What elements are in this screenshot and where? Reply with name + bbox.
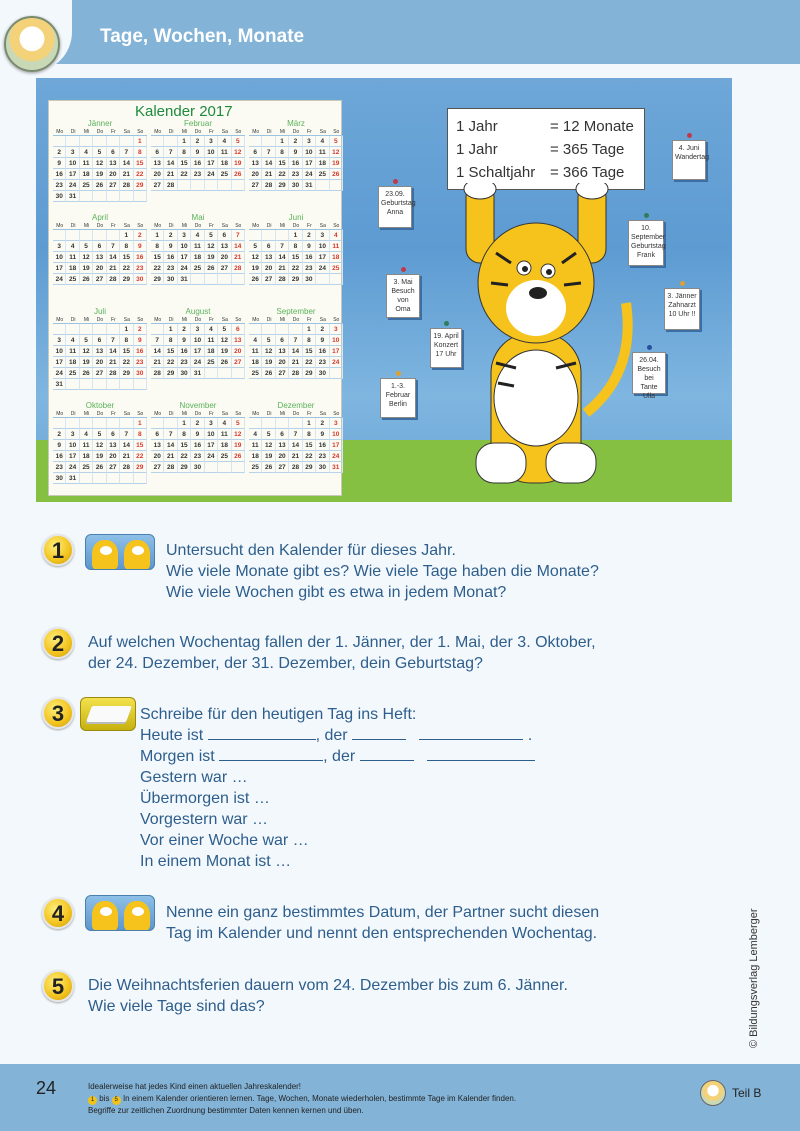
week-row: 23 24 25 26 27 28 29 (53, 462, 147, 473)
week-row: 1 2 3 (249, 324, 343, 335)
month-name: Oktober (85, 401, 115, 410)
wall-calendar-2017 (48, 100, 342, 496)
note-4-juni: 4. Juni Wandertag (672, 140, 706, 180)
weekday-header: Mo Di Mi Do Fr Sa So (249, 223, 343, 230)
weekday-header: Mo Di Mi Do Fr Sa So (249, 411, 343, 418)
week-row: 27 28 29 30 (151, 462, 245, 473)
calendar-illustration (36, 78, 732, 502)
week-row: 10 11 12 13 14 15 16 (53, 252, 147, 263)
week-row: 1 (53, 136, 147, 147)
note-26-04: 26.04. Besuch bei Tante Ulla (632, 352, 666, 394)
weekday-header: Mo Di Mi Do Fr Sa So (151, 129, 245, 136)
note-19-april: 19. April Konzert 17 Uhr (430, 328, 462, 368)
week-row: 19 20 21 22 23 24 25 (249, 263, 343, 274)
week-row: 20 21 22 23 24 25 26 (151, 451, 245, 462)
fill-line-tomorrow: Morgen ist , der (140, 746, 535, 767)
week-row: 20 21 22 23 24 25 26 (249, 169, 343, 180)
note-10-september: 10. September Geburtstag Frank (628, 220, 664, 266)
calendar-month (151, 307, 245, 399)
calendar-month (53, 307, 147, 399)
week-row: 3 4 5 6 7 8 9 (53, 335, 147, 346)
week-row: 1 2 3 4 5 (151, 418, 245, 429)
week-row: 1 2 (53, 324, 147, 335)
blank-month[interactable] (427, 760, 535, 761)
tiger-character-icon (436, 183, 636, 493)
week-row: 6 7 8 9 10 11 12 (151, 147, 245, 158)
task-2-number-badge: 2 (42, 627, 74, 659)
blank-weekday[interactable] (208, 739, 316, 740)
week-row: 6 7 8 9 10 11 12 (249, 147, 343, 158)
tiger-logo-icon (4, 16, 60, 72)
tiger-part-icon (700, 1080, 726, 1106)
month-name: Juli (93, 307, 106, 316)
weekday-header: Mo Di Mi Do Fr Sa So (53, 223, 147, 230)
task-1-number-badge: 1 (42, 534, 74, 566)
calendar-month (249, 401, 343, 493)
week-row: 2 3 4 5 6 7 8 (53, 429, 147, 440)
calendar-title: Kalender 2017 (135, 103, 233, 120)
week-row: 6 7 8 9 10 11 12 (151, 429, 245, 440)
week-row: 20 21 22 23 24 25 26 (151, 169, 245, 180)
week-row: 29 30 31 (151, 274, 245, 285)
sign-row: 1 Jahr = 12 Monate (456, 118, 634, 135)
week-row: 1 2 3 4 5 6 (151, 324, 245, 335)
week-row: 11 12 13 14 15 16 17 (249, 346, 343, 357)
part-label: Teil B (732, 1086, 762, 1100)
calendar-months-grid (53, 119, 343, 493)
calendar-month (249, 119, 343, 211)
week-row: 18 19 20 21 22 23 24 (249, 357, 343, 368)
week-row: 25 26 27 28 29 30 (249, 368, 343, 379)
blank-day[interactable] (360, 760, 414, 761)
teacher-notes: Idealerweise hat jedes Kind einen aktuellen Jahreskalender! 1 bis 5 In einem Kalender orientieren lernen. Tage, Wochen, Monate wiederholen, bestimmte Tage im Kalender finden. Begriffe zur zeitlichen Zuordnung bestimmter Daten kennen kernen und üben. (88, 1082, 517, 1115)
month-name: November (179, 401, 217, 410)
week-row: 1 2 (53, 230, 147, 241)
calendar-month (53, 213, 147, 305)
week-row: 4 5 6 7 8 9 10 (249, 335, 343, 346)
week-row: 13 14 15 16 17 18 19 (151, 440, 245, 451)
week-row: 17 18 19 20 21 22 23 (53, 263, 147, 274)
month-name: Juni (288, 213, 304, 222)
page-number: 24 (36, 1078, 57, 1098)
week-row: 13 14 15 16 17 18 19 (151, 158, 245, 169)
copyright-notice: © Bildungsverlag Lemberger (748, 908, 760, 1048)
week-row: 1 (53, 418, 147, 429)
week-row: 16 17 18 19 20 21 22 (53, 451, 147, 462)
month-name: Mai (191, 213, 205, 222)
week-row: 1 2 3 4 5 (249, 136, 343, 147)
week-row: 9 10 11 12 13 14 15 (53, 158, 147, 169)
week-row: 28 29 30 31 (151, 368, 245, 379)
page-title: Tage, Wochen, Monate (100, 26, 305, 47)
weekday-header: Mo Di Mi Do Fr Sa So (249, 317, 343, 324)
blank-day[interactable] (352, 739, 406, 740)
fill-line-today: Heute ist , der . (140, 727, 533, 744)
note-3-janner: 3. Jänner Zahnarzt 10 Uhr !! (664, 288, 700, 330)
task-5-number-badge: 5 (42, 970, 74, 1002)
week-row: 26 27 28 29 30 (249, 274, 343, 285)
week-row: 9 10 11 12 13 14 15 (53, 440, 147, 451)
week-row: 24 25 26 27 28 29 30 (53, 368, 147, 379)
note-berlin: 1.-3. Februar Berlin (380, 378, 416, 418)
weekday-header: Mo Di Mi Do Fr Sa So (53, 411, 147, 418)
week-row: 7 8 9 10 11 12 13 (151, 335, 245, 346)
month-name: März (287, 119, 305, 128)
month-name: September (276, 307, 316, 316)
week-row: 5 6 7 8 9 10 11 (249, 241, 343, 252)
week-row: 1 2 3 4 5 6 7 (151, 230, 245, 241)
month-name: Februar (183, 119, 212, 128)
weekday-header: Mo Di Mi Do Fr Sa So (151, 223, 245, 230)
weekday-header: Mo Di Mi Do Fr Sa So (53, 129, 147, 136)
month-name: August (185, 307, 211, 316)
week-row: 11 12 13 14 15 16 17 (249, 440, 343, 451)
week-row: 24 25 26 27 28 29 30 (53, 274, 147, 285)
week-row: 22 23 24 25 26 27 28 (151, 263, 245, 274)
month-name: Dezember (277, 401, 315, 410)
weekday-header: Mo Di Mi Do Fr Sa So (249, 129, 343, 136)
calendar-month (53, 119, 147, 211)
week-row: 14 15 16 17 18 19 20 (151, 346, 245, 357)
note-3-mai: 3. Mai Besuch von Oma (386, 274, 420, 318)
calendar-month (151, 119, 245, 211)
notebook-icon (80, 697, 136, 731)
note-23-09: 23.09. Geburtstag Anna (378, 186, 412, 228)
weekday-header: Mo Di Mi Do Fr Sa So (53, 317, 147, 324)
partner-work-icon (85, 534, 155, 570)
task-4-text: Nenne ein ganz bestimmtes Datum, der Partner sucht diesen Tag im Kalender und nennt den entsprechenden Wochentag. (166, 904, 600, 942)
week-row: 21 22 23 24 25 26 27 (151, 357, 245, 368)
week-row: 4 5 6 7 8 9 10 (249, 429, 343, 440)
week-row: 31 (53, 379, 147, 390)
sign-row: 1 Schaltjahr = 366 Tage (456, 164, 625, 181)
blank-weekday[interactable] (219, 760, 323, 761)
badge-1-icon: 1 (88, 1096, 97, 1105)
task-4-number-badge: 4 (42, 897, 74, 929)
week-row: 27 28 29 30 31 (249, 180, 343, 191)
facts-sign (447, 108, 645, 190)
week-row: 15 16 17 18 19 20 21 (151, 252, 245, 263)
week-row: 8 9 10 11 12 13 14 (151, 241, 245, 252)
week-row: 23 24 25 26 27 28 29 (53, 180, 147, 191)
week-row: 30 31 (53, 473, 147, 484)
sign-row: 1 Jahr = 365 Tage (456, 141, 625, 158)
week-row: 12 13 14 15 16 17 18 (249, 252, 343, 263)
calendar-month (249, 307, 343, 399)
partner-work-icon (85, 895, 155, 931)
task-1-text: Untersucht den Kalender für dieses Jahr. Wie viele Monate gibt es? Wie viele Tage haben die Monate? Wie viele Wochen gibt es etwa in jedem Monat? (166, 542, 599, 601)
task-3-number-badge: 3 (42, 697, 74, 729)
weekday-header: Mo Di Mi Do Fr Sa So (151, 317, 245, 324)
week-row: 3 4 5 6 7 8 9 (53, 241, 147, 252)
month-name: Jänner (87, 119, 113, 128)
calendar-month (151, 213, 245, 305)
task-5-text: Die Weihnachtsferien dauern vom 24. Dezember bis zum 6. Jänner. Wie viele Tage sind das? (88, 977, 568, 1015)
task-3-text: Schreibe für den heutigen Tag ins Heft: Heute ist , der . Morgen ist , der Gestern war … Übermorgen ist … Vorgestern war … Vor einer Woche war … In einem Monat ist … (140, 704, 535, 872)
calendar-month (151, 401, 245, 493)
weekday-header: Mo Di Mi Do Fr Sa So (151, 411, 245, 418)
calendar-month (53, 401, 147, 493)
week-row: 2 3 4 5 6 7 8 (53, 147, 147, 158)
week-row: 18 19 20 21 22 23 24 (249, 451, 343, 462)
week-row: 1 2 3 4 (249, 230, 343, 241)
month-name: April (91, 213, 108, 222)
week-row: 1 2 3 4 5 (151, 136, 245, 147)
page-footer (0, 1064, 800, 1131)
badge-5-icon: 5 (112, 1096, 121, 1105)
week-row: 13 14 15 16 17 18 19 (249, 158, 343, 169)
week-row: 1 2 3 (249, 418, 343, 429)
blank-month[interactable] (419, 739, 523, 740)
week-row: 27 28 (151, 180, 245, 191)
calendar-month (249, 213, 343, 305)
week-row: 30 31 (53, 191, 147, 202)
week-row: 10 11 12 13 14 15 16 (53, 346, 147, 357)
task-2-text: Auf welchen Wochentag fallen der 1. Jänner, der 1. Mai, der 3. Oktober, der 24. Dezember, der 31. Dezember, dein Geburtstag? (88, 634, 596, 672)
week-row: 17 18 19 20 21 22 23 (53, 357, 147, 368)
week-row: 16 17 18 19 20 21 22 (53, 169, 147, 180)
week-row: 25 26 27 28 29 30 31 (249, 462, 343, 473)
